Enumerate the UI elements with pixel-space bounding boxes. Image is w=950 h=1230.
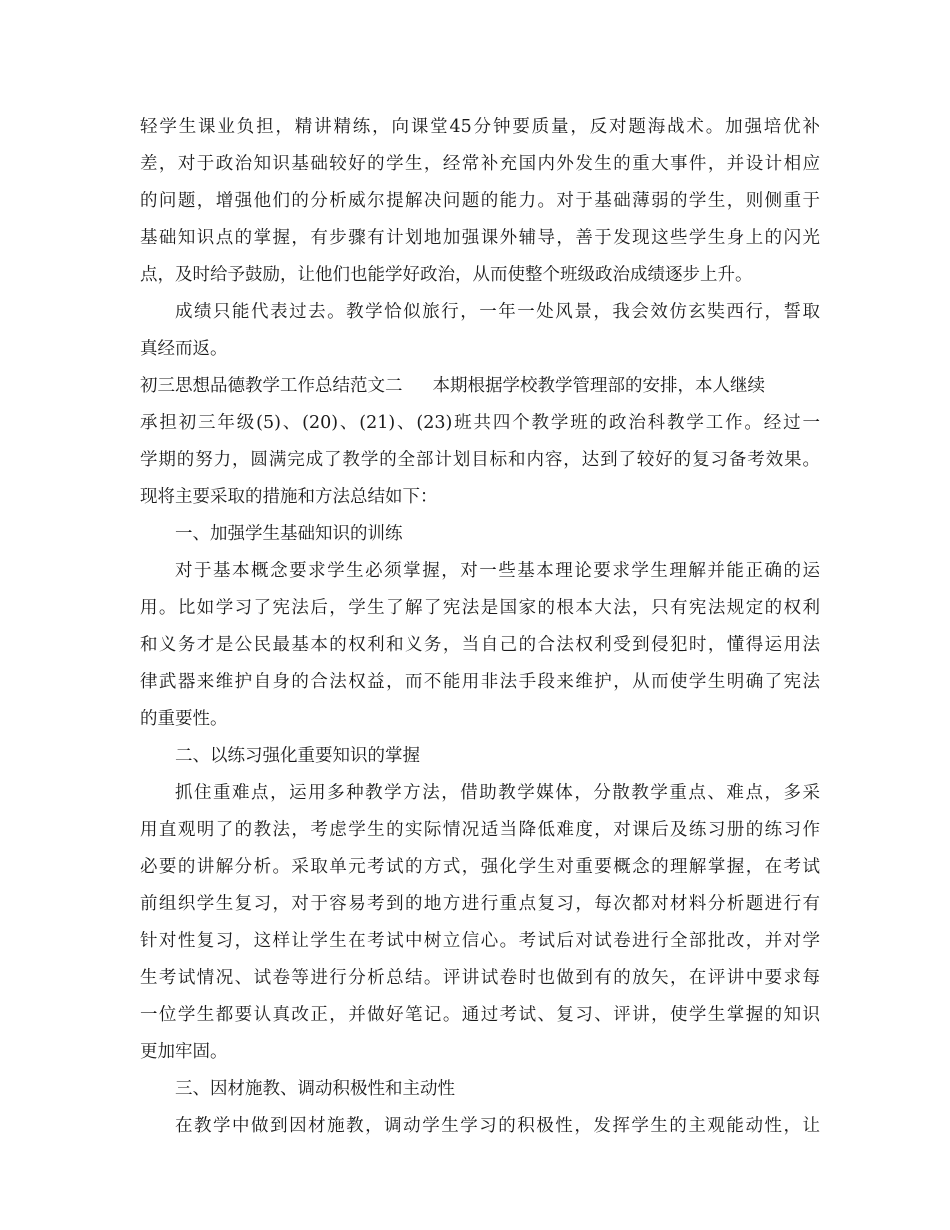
text-line: 本期根据学校教学管理部的安排，本人继续 [432,376,765,396]
text-line: 和义务才是公民最基本的权利和义务，当自己的合法权利受到侵犯时，懂得运用法 [140,635,820,655]
text-line: 的重要性。 [140,709,228,729]
text-line: 点，及时给予鼓励，让他们也能学好政治，从而使整个班级政治成绩逐步上升。 [140,265,753,285]
text-line: 对于基本概念要求学生必须掌握，对一些基本理论要求学生理解并能正确的运 [175,561,820,581]
text-line: 抓住重难点，运用多种教学方法，借助教学媒体，分散教学重点、难点，多采 [175,783,820,803]
text-line: 律武器来维护自身的合法权益，而不能用非法手段来维护，从而使学生明确了宪法 [140,672,820,692]
text-line: 差，对于政治知识基础较好的学生，经常补充国内外发生的重大事件，并设计相应 [140,154,820,174]
text-line: 用直观明了的教法，考虑学生的实际情况适当降低难度，对课后及练习册的练习作 [140,820,820,840]
subheading: 一、加强学生基础知识的训练 [175,524,403,544]
text-line: 生考试情况、试卷等进行分析总结。评讲试卷时也做到有的放矢，在评讲中要求每 [140,968,820,988]
text-line: 用。比如学习了宪法后，学生了解了宪法是国家的根本大法，只有宪法规定的权利 [140,598,820,618]
text-line: 真经而返。 [140,339,228,359]
subheading: 二、以练习强化重要知识的掌握 [175,746,420,766]
text-line: 学期的努力，圆满完成了教学的全部计划目标和内容，达到了较好的复习备考效果。 [140,450,820,470]
text-line: 针对性复习，这样让学生在考试中树立信心。考试后对试卷进行全部批改，并对学 [140,931,820,951]
text-line: 轻学生课业负担，精讲精练，向课堂45分钟要质量，反对题海战术。加强培优补 [140,117,820,137]
text-line: 基础知识点的掌握，有步骤有计划地加强课外辅导，善于发现这些学生身上的闪光 [140,228,820,248]
text-line: 的问题，增强他们的分析威尔提解决问题的能力。对于基础薄弱的学生，则侧重于 [140,191,820,211]
text-line: 更加牢固。 [140,1042,228,1062]
text-line: 现将主要采取的措施和方法总结如下： [140,487,438,507]
text-line: 在教学中做到因材施教，调动学生学习的积极性，发挥学生的主观能动性，让 [175,1116,820,1136]
text-line: 成绩只能代表过去。教学恰似旅行，一年一处风景，我会效仿玄奘西行，誓取 [175,302,820,322]
text-line: 必要的讲解分析。采取单元考试的方式，强化学生对重要概念的理解掌握，在考试 [140,857,820,877]
text-line: 一位学生都要认真改正，并做好笔记。通过考试、复习、评讲，使学生掌握的知识 [140,1005,820,1025]
text-line: 承担初三年级(5)、(20)、(21)、(23)班共四个教学班的政治科教学工作。经过一 [140,413,820,433]
section-heading-line [140,374,820,398]
subheading: 三、因材施教、调动积极性和主动性 [175,1079,455,1099]
section-heading: 初三思想品德教学工作总结范文二 [140,376,403,396]
text-line: 前组织学生复习，对于容易考到的地方进行重点复习，每次都对材料分析题进行有 [140,894,820,914]
